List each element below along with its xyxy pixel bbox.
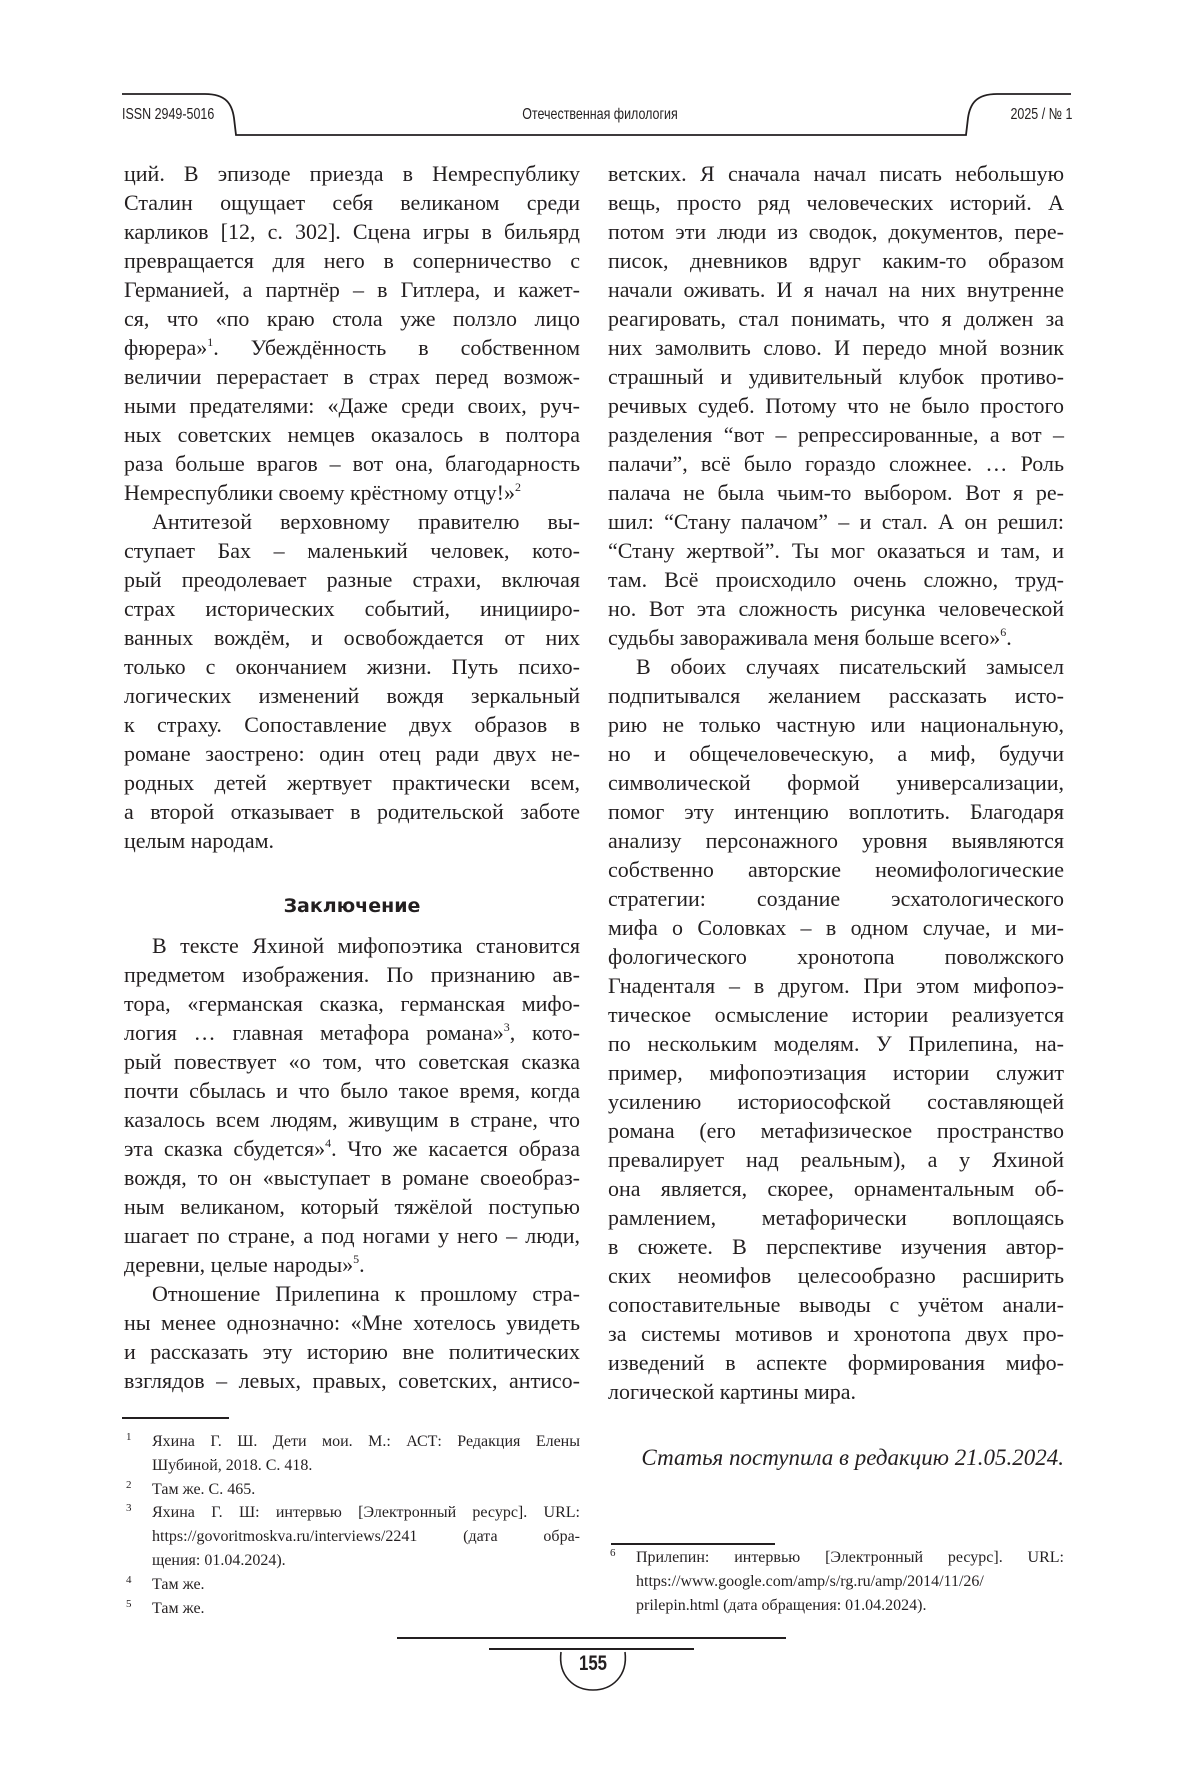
header-journal-title: Отечественная филология: [522, 106, 678, 123]
text-line: рамлением, метафорически воплощаясь: [608, 1205, 1064, 1230]
text-line: ся, что «по краю стола уже ползло лицо: [124, 306, 580, 331]
text-line: фологического хронотопа поволжского: [608, 944, 1064, 969]
text-line: В обоих случаях писательский замысел: [636, 654, 1064, 679]
text-line: ветских. Я сначала начал писать небольшую: [608, 161, 1064, 186]
paragraph: [608, 652, 1064, 1406]
text-line: ступает Бах – маленький человек, кото-: [124, 538, 580, 563]
text-line: превращается для него в соперничество с: [124, 248, 580, 273]
text-line: шил: “Стану палачом” – и стал. А он решил:: [608, 509, 1064, 534]
text-line: в сюжете. В перспективе изучения автор-: [608, 1234, 1064, 1259]
text-line: палачи”, всё было гораздо сложнее. … Роль: [608, 451, 1064, 476]
text-line: по нескольким моделям. У Прилепина, на-: [608, 1031, 1064, 1056]
text-line: ных советских немцев оказалось в полтора: [124, 422, 580, 447]
paragraph: [124, 1279, 580, 1395]
text-line: карликов [12, с. 302]. Сцена игры в бильярд: [124, 219, 580, 244]
footnotes-right: [608, 1546, 1064, 1617]
header-issue: 2025 / № 1: [1010, 106, 1072, 123]
text-line: романе заострено: один отец ради двух не-: [124, 741, 580, 766]
footnote-line: https://www.google.com/amp/s/rg.ru/amp/2014/11/26/: [636, 1572, 984, 1590]
section-heading: Заключение: [283, 895, 421, 917]
text-line: Отношение Прилепина к прошлому стра-: [152, 1281, 580, 1306]
page-number: 155: [578, 1652, 608, 1675]
text-line: стратегии: создание эсхатологического: [608, 886, 1064, 911]
footnote: [124, 1597, 580, 1621]
text-line: и рассказать эту историю вне политических: [124, 1339, 580, 1364]
text-line: них замолвить слово. И передо мной возник: [608, 335, 1064, 360]
text-line: только с окончанием жизни. Путь психо-: [124, 654, 580, 679]
footnote-line: Там же.: [152, 1575, 205, 1593]
text-line: целым народам.: [124, 828, 275, 853]
footnote-ref: 4: [325, 1136, 332, 1150]
footnote-number: 6: [610, 1547, 616, 1559]
footnote-line: Яхина Г. Ш: интервью [Электронный ресурс]. URL:: [152, 1504, 580, 1522]
text-line: фюрера»$^1$. Убеждённость в собственном: [124, 335, 580, 360]
text-line: ванных вождём, и освобождается от них: [124, 625, 580, 650]
text-line: но. Вот эта сложность рисунка человеческой: [608, 596, 1064, 621]
text-line: подпитывался желанием рассказать исто-: [608, 683, 1064, 708]
footnote: [608, 1546, 1064, 1617]
text-line: страшный и удивительный клубок противо-: [608, 364, 1064, 389]
text-line: Гнаденталя – в другом. При этом мифопоэ-: [608, 973, 1064, 998]
paragraph: [124, 507, 580, 855]
text-line: помог эту интенцию воплотить. Благодаря: [608, 799, 1064, 824]
footnote-number: 1: [126, 1431, 132, 1443]
footnote-line: Шубиной, 2018. С. 418.: [152, 1456, 313, 1474]
footnote-number: 2: [126, 1478, 132, 1491]
text-line: сопоставительные выводы с учётом анали-: [608, 1292, 1064, 1317]
text-line: романа (его метафизическое пространство: [608, 1118, 1064, 1143]
footnote: [124, 1501, 580, 1572]
footnote-line: Там же. С. 465.: [152, 1480, 256, 1498]
text-line: изведений в аспекте формирования мифо-: [608, 1350, 1064, 1375]
footnote-ref: 5: [353, 1252, 360, 1266]
text-line: ций. В эпизоде приезда в Немреспублику: [124, 161, 580, 186]
text-line: символической формой универсализации,: [608, 770, 1064, 795]
footnote: [124, 1478, 580, 1502]
text-line: ными предателями: «Даже среди своих, руч-: [124, 393, 580, 418]
footnote: [124, 1430, 580, 1478]
text-line: ным великаном, который тяжёлой поступью: [124, 1194, 580, 1219]
text-line: разделения “вот – репрессированные, а вот –: [608, 422, 1064, 447]
text-line: Антитезой верховному правителю вы-: [152, 509, 580, 534]
text-line: эта сказка сбудется»$^4$. Что же касается образа: [124, 1136, 580, 1161]
footnote-line: Там же.: [152, 1599, 205, 1617]
footnote-line: prilepin.html (дата обращения: 01.04.2024).: [636, 1596, 927, 1614]
text-line: там. Всё происходило очень сложно, труд-: [608, 567, 1064, 592]
text-line: рый преодолевает разные страхи, включая: [124, 567, 580, 592]
text-line: взглядов – левых, правых, советских, антисо-: [124, 1368, 580, 1393]
text-line: а второй отказывает в родительской заботе: [124, 799, 580, 824]
text-line: палача не была чьим-то выбором. Вот я ре-: [608, 480, 1064, 505]
text-line: речивых судеб. Потому что не было простого: [608, 393, 1064, 418]
paragraph: [608, 159, 1064, 652]
footnote-line: Яхина Г. Ш. Дети мои. М.: АСТ: Редакция Елены: [152, 1433, 580, 1450]
text-line: но и общечеловеческую, а миф, будучи: [608, 741, 1064, 766]
text-line: Немреспублики своему крёстному отцу!»$^2$: [124, 480, 521, 505]
received-date-note: Статья поступила в редакцию 21.05.2024.: [641, 1445, 1064, 1470]
left-column: [124, 159, 580, 1395]
paragraph: [124, 931, 580, 1279]
header-issn: ISSN 2949-5016: [122, 106, 215, 123]
text-line: раза больше врагов – вот она, благодарность: [124, 451, 580, 476]
text-line: рый повествует «о том, что советская сказка: [124, 1049, 580, 1074]
text-line: тическое осмысление истории реализуется: [608, 1002, 1064, 1027]
footnote-ref: 3: [503, 1020, 510, 1034]
footnote-ref: 1: [207, 335, 214, 349]
text-line: “Стану жертвой”. Ты мог оказаться и там, и: [608, 538, 1064, 563]
text-line: собственно авторские неомифологические: [608, 857, 1064, 882]
text-line: казалось всем людям, живущим в стране, что: [124, 1107, 580, 1132]
text-line: она является, скорее, орнаментальным об-: [608, 1176, 1064, 1201]
text-line: рию не только частную или национальную,: [608, 712, 1064, 737]
footnote-ref: 6: [1000, 625, 1007, 639]
text-line: за системы мотивов и хронотопа двух про-: [608, 1321, 1064, 1346]
text-line: шагает по стране, а под ногами у него – люди,: [124, 1223, 580, 1248]
text-line: реагировать, стал понимать, что я должен за: [608, 306, 1064, 331]
text-line: судьбы завораживала меня больше всего»$^6$.: [608, 625, 1012, 650]
footnote-rule-left: [122, 1417, 229, 1419]
footnote-number: 3: [126, 1502, 132, 1515]
footnote-rule-right: [611, 1543, 775, 1545]
text-line: тора, «германская сказка, германская мифо-: [124, 991, 580, 1016]
text-line: вождя, то он «выступает в романе своеобраз-: [124, 1165, 580, 1190]
right-column: [608, 159, 1064, 1472]
text-line: ны менее однозначно: «Мне хотелось увидеть: [124, 1310, 580, 1335]
text-line: писок, дневников вдруг каким-то образом: [608, 248, 1064, 273]
text-line: вещь, просто ряд человеческих историй. А: [608, 190, 1064, 215]
text-line: родных детей жертвует практически всем,: [124, 770, 580, 795]
text-line: начали оживать. И я начал на них внутренне: [608, 277, 1064, 302]
text-line: величии перерастает в страх перед возмож-: [124, 364, 580, 389]
paragraph: [124, 159, 580, 507]
footnotes-left: [124, 1430, 580, 1620]
text-line: Германией, а партнёр – в Гитлера, и кажет-: [124, 277, 580, 302]
footnote-number: 4: [126, 1573, 132, 1586]
footnote: [124, 1573, 580, 1597]
text-line: почти сбылась и что было такое время, когда: [124, 1078, 580, 1103]
footnote-line: https://govoritmoskva.ru/interviews/2241 (дата обра-: [152, 1528, 580, 1546]
footnote-ref: 2: [514, 480, 521, 494]
footnote-line: щения: 01.04.2024).: [152, 1551, 286, 1569]
text-line: логия … главная метафора романа»$^3$, кото-: [124, 1020, 580, 1045]
text-line: превалирует над реальным), а у Яхиной: [608, 1147, 1064, 1172]
text-line: потом эти люди из сводок, документов, пере-: [608, 219, 1064, 244]
text-line: пример, мифопоэтизация истории служит: [608, 1060, 1064, 1085]
text-line: страх исторических событий, иницииро-: [124, 596, 580, 621]
text-line: предметом изображения. По признанию ав-: [124, 962, 580, 987]
footnote-number: 5: [126, 1597, 132, 1610]
text-line: логических изменений вождя зеркальный: [124, 683, 580, 708]
text-line: Сталин ощущает себя великаном среди: [124, 190, 580, 215]
text-line: к страху. Сопоставление двух образов в: [124, 712, 580, 737]
text-line: В тексте Яхиной мифопоэтика становится: [152, 933, 580, 958]
text-line: усилению историософской составляющей: [608, 1089, 1064, 1114]
footnote-line: Прилепин: интервью [Электронный ресурс]. URL:: [636, 1549, 1064, 1566]
text-line: деревни, целые народы»$^5$.: [124, 1252, 365, 1277]
text-line: мифа о Соловках – в одном случае, и ми-: [608, 915, 1064, 940]
text-line: анализу персонажного уровня выявляются: [608, 828, 1064, 853]
text-line: логической картины мира.: [608, 1379, 856, 1404]
text-line: ских неомифов целесообразно расширить: [608, 1263, 1064, 1288]
